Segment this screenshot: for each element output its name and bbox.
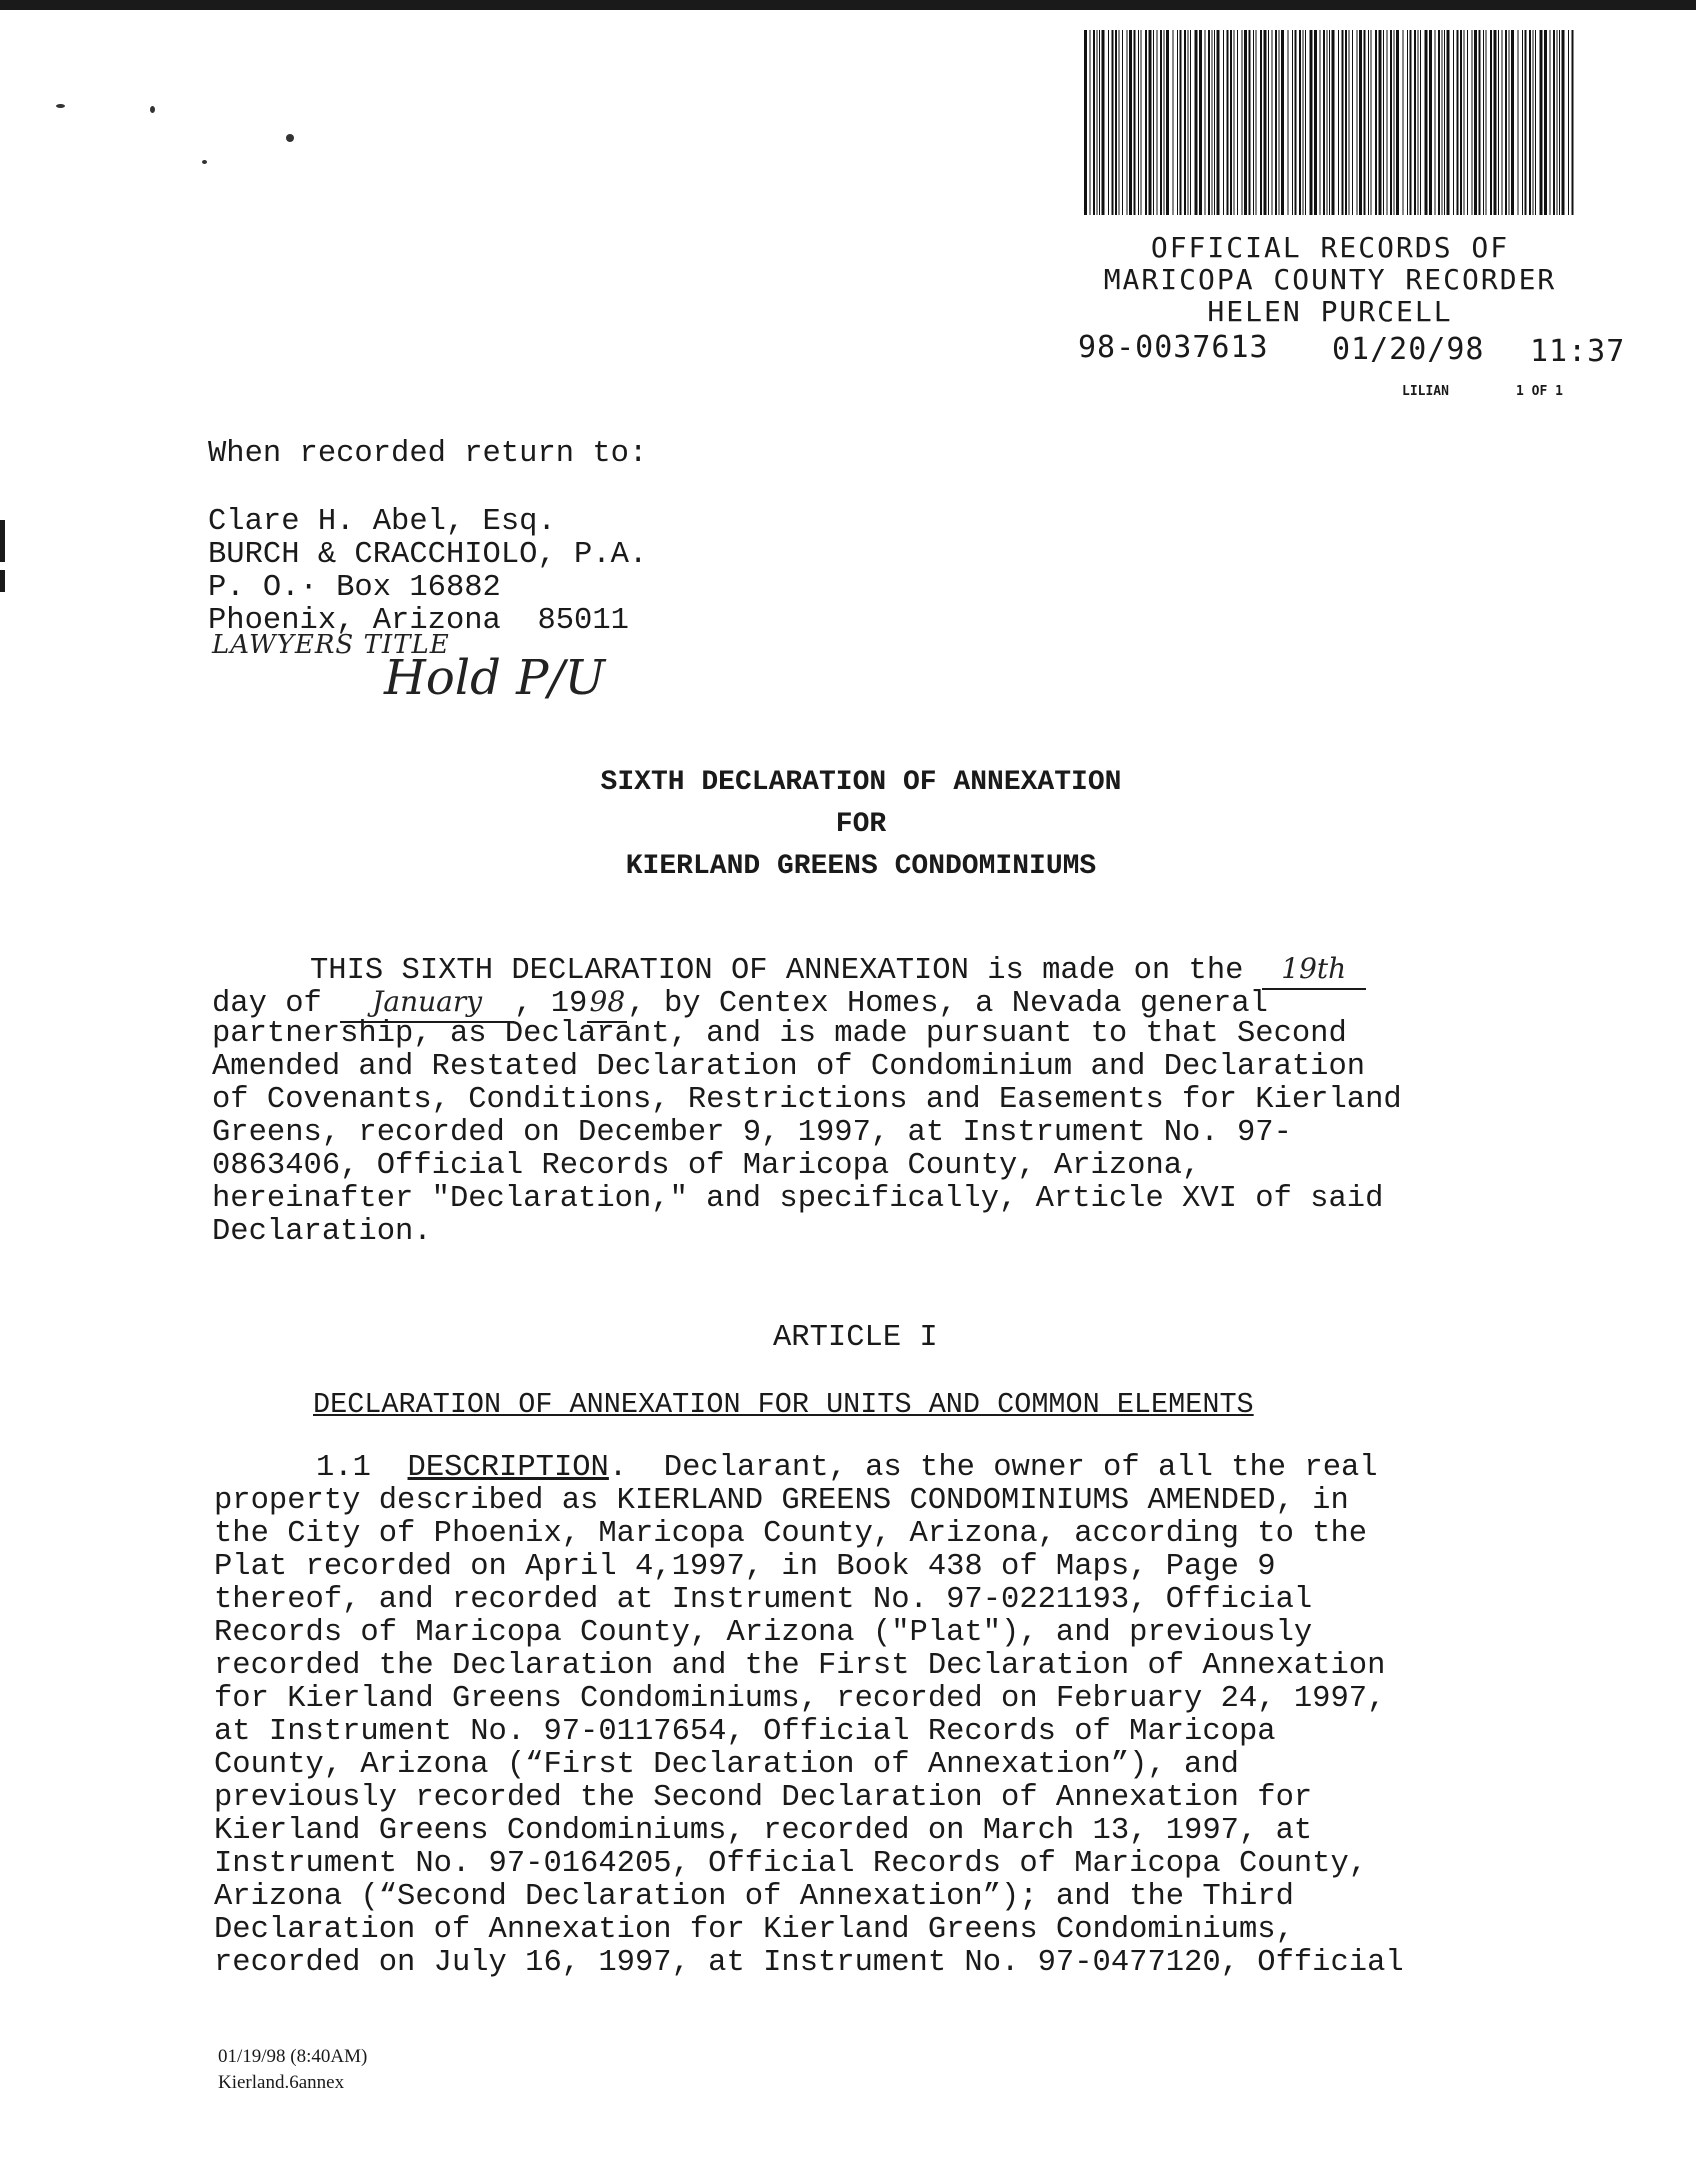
intro-line: 0863406, Official Records of Maricopa County, Arizona,	[212, 1149, 1201, 1183]
section-line: County, Arizona (“First Declaration of Annexation”), and	[214, 1748, 1239, 1782]
article-subheading: DECLARATION OF ANNEXATION FOR UNITS AND COMMON ELEMENTS	[313, 1388, 1254, 1421]
document-title-line2: FOR	[835, 809, 887, 840]
return-to-name: Clare H. Abel, Esq.	[208, 505, 556, 539]
handwritten-note-lawyers-title: LAWYERS TITLE	[212, 630, 450, 660]
intro-line: hereinafter "Declaration," and specifically, Article XVI of said	[212, 1182, 1384, 1216]
recorder-date: 01/20/98	[1332, 332, 1485, 367]
recorder-page-count: 1 OF 1	[1516, 384, 1563, 399]
barcode	[1080, 30, 1580, 215]
scan-top-edge	[0, 0, 1696, 10]
footer-filename: Kierland.6annex	[218, 2072, 345, 2093]
recorder-instrument-number: 98-0037613	[1078, 330, 1269, 365]
section-line: property described as KIERLAND GREENS CONDOMINIUMS AMENDED, in	[214, 1484, 1349, 1518]
handwritten-month: January	[372, 985, 483, 1018]
intro-line: Declaration.	[212, 1215, 432, 1249]
day-blank	[1262, 952, 1366, 990]
scan-speck	[202, 160, 207, 164]
section-line: Kierland Greens Condominiums, recorded on March 13, 1997, at	[214, 1814, 1313, 1848]
scan-left-mark	[0, 520, 5, 562]
intro-line: of Covenants, Conditions, Restrictions and Easements for Kierland	[212, 1083, 1402, 1117]
return-to-firm: BURCH & CRACCHIOLO, P.A.	[208, 538, 648, 572]
section-first-line	[316, 1452, 1378, 1485]
scan-speck	[56, 104, 65, 108]
section-line: Arizona (“Second Declaration of Annexation”); and the Third	[214, 1880, 1294, 1914]
document-title-line3: KIERLAND GREENS CONDOMINIUMS	[625, 851, 1097, 882]
intro-text: , 19	[514, 987, 588, 1021]
handwritten-day: 19th	[1281, 952, 1347, 985]
footer-timestamp: 01/19/98 (8:40AM)	[218, 2046, 368, 2067]
section-line: Plat recorded on April 4,1997, in Book 438 of Maps, Page 9	[214, 1550, 1276, 1584]
recorder-line: OFFICIAL RECORDS OF	[1150, 231, 1510, 264]
section-line: for Kierland Greens Condominiums, recorded on February 24, 1997,	[214, 1682, 1386, 1716]
section-line: recorded on July 16, 1997, at Instrument No. 97-0477120, Official	[214, 1946, 1404, 1980]
handwritten-year: 98	[589, 985, 626, 1018]
return-to-city: Phoenix, Arizona 85011	[208, 604, 629, 638]
document-title-line1: SIXTH DECLARATION OF ANNEXATION	[600, 767, 1122, 798]
scan-left-mark	[0, 570, 5, 592]
section-line: previously recorded the Second Declaration of Annexation for	[214, 1781, 1313, 1815]
section-line: Declaration of Annexation for Kierland Greens Condominiums,	[214, 1913, 1294, 1947]
recorder-stamp	[1060, 232, 1600, 328]
section-text: . Declarant, as the owner of all the real	[608, 1451, 1378, 1485]
intro-text: , by Centex Homes, a Nevada general	[627, 987, 1268, 1021]
section-line: Records of Maricopa County, Arizona ("Plat"), and previously	[214, 1616, 1313, 1650]
intro-line: Amended and Restated Declaration of Condominium and Declaration	[212, 1050, 1366, 1084]
section-line: Instrument No. 97-0164205, Official Records of Maricopa County,	[214, 1847, 1368, 1881]
handwritten-note-hold: Hold P/U	[384, 650, 606, 706]
recorder-line: MARICOPA COUNTY RECORDER	[1103, 263, 1557, 296]
intro-line: Greens, recorded on December 9, 1997, at Instrument No. 97-	[212, 1116, 1292, 1150]
section-line: the City of Phoenix, Maricopa County, Arizona, according to the	[214, 1517, 1368, 1551]
section-label: DESCRIPTION	[407, 1451, 609, 1485]
intro-text: THIS SIXTH DECLARATION OF ANNEXATION is made on the	[310, 954, 1262, 988]
article-heading: ARTICLE I	[773, 1321, 938, 1355]
section-line: thereof, and recorded at Instrument No. 97-0221193, Official	[214, 1583, 1313, 1617]
intro-text: day of	[212, 987, 341, 1021]
recorder-clerk: LILIAN	[1402, 384, 1449, 399]
recorder-time: 11:37	[1530, 334, 1626, 369]
section-line: at Instrument No. 97-0117654, Official Records of Maricopa	[214, 1715, 1276, 1749]
scan-speck	[286, 134, 294, 142]
section-number: 1.1	[316, 1451, 371, 1485]
return-to-po-box: P. O.· Box 16882	[208, 571, 501, 605]
scan-speck	[150, 106, 155, 113]
intro-line: partnership, as Declarant, and is made pursuant to that Second	[212, 1017, 1347, 1051]
section-line: recorded the Declaration and the First Declaration of Annexation	[214, 1649, 1386, 1683]
return-to-heading: When recorded return to:	[208, 437, 648, 471]
recorder-line: HELEN PURCELL	[1207, 295, 1453, 328]
